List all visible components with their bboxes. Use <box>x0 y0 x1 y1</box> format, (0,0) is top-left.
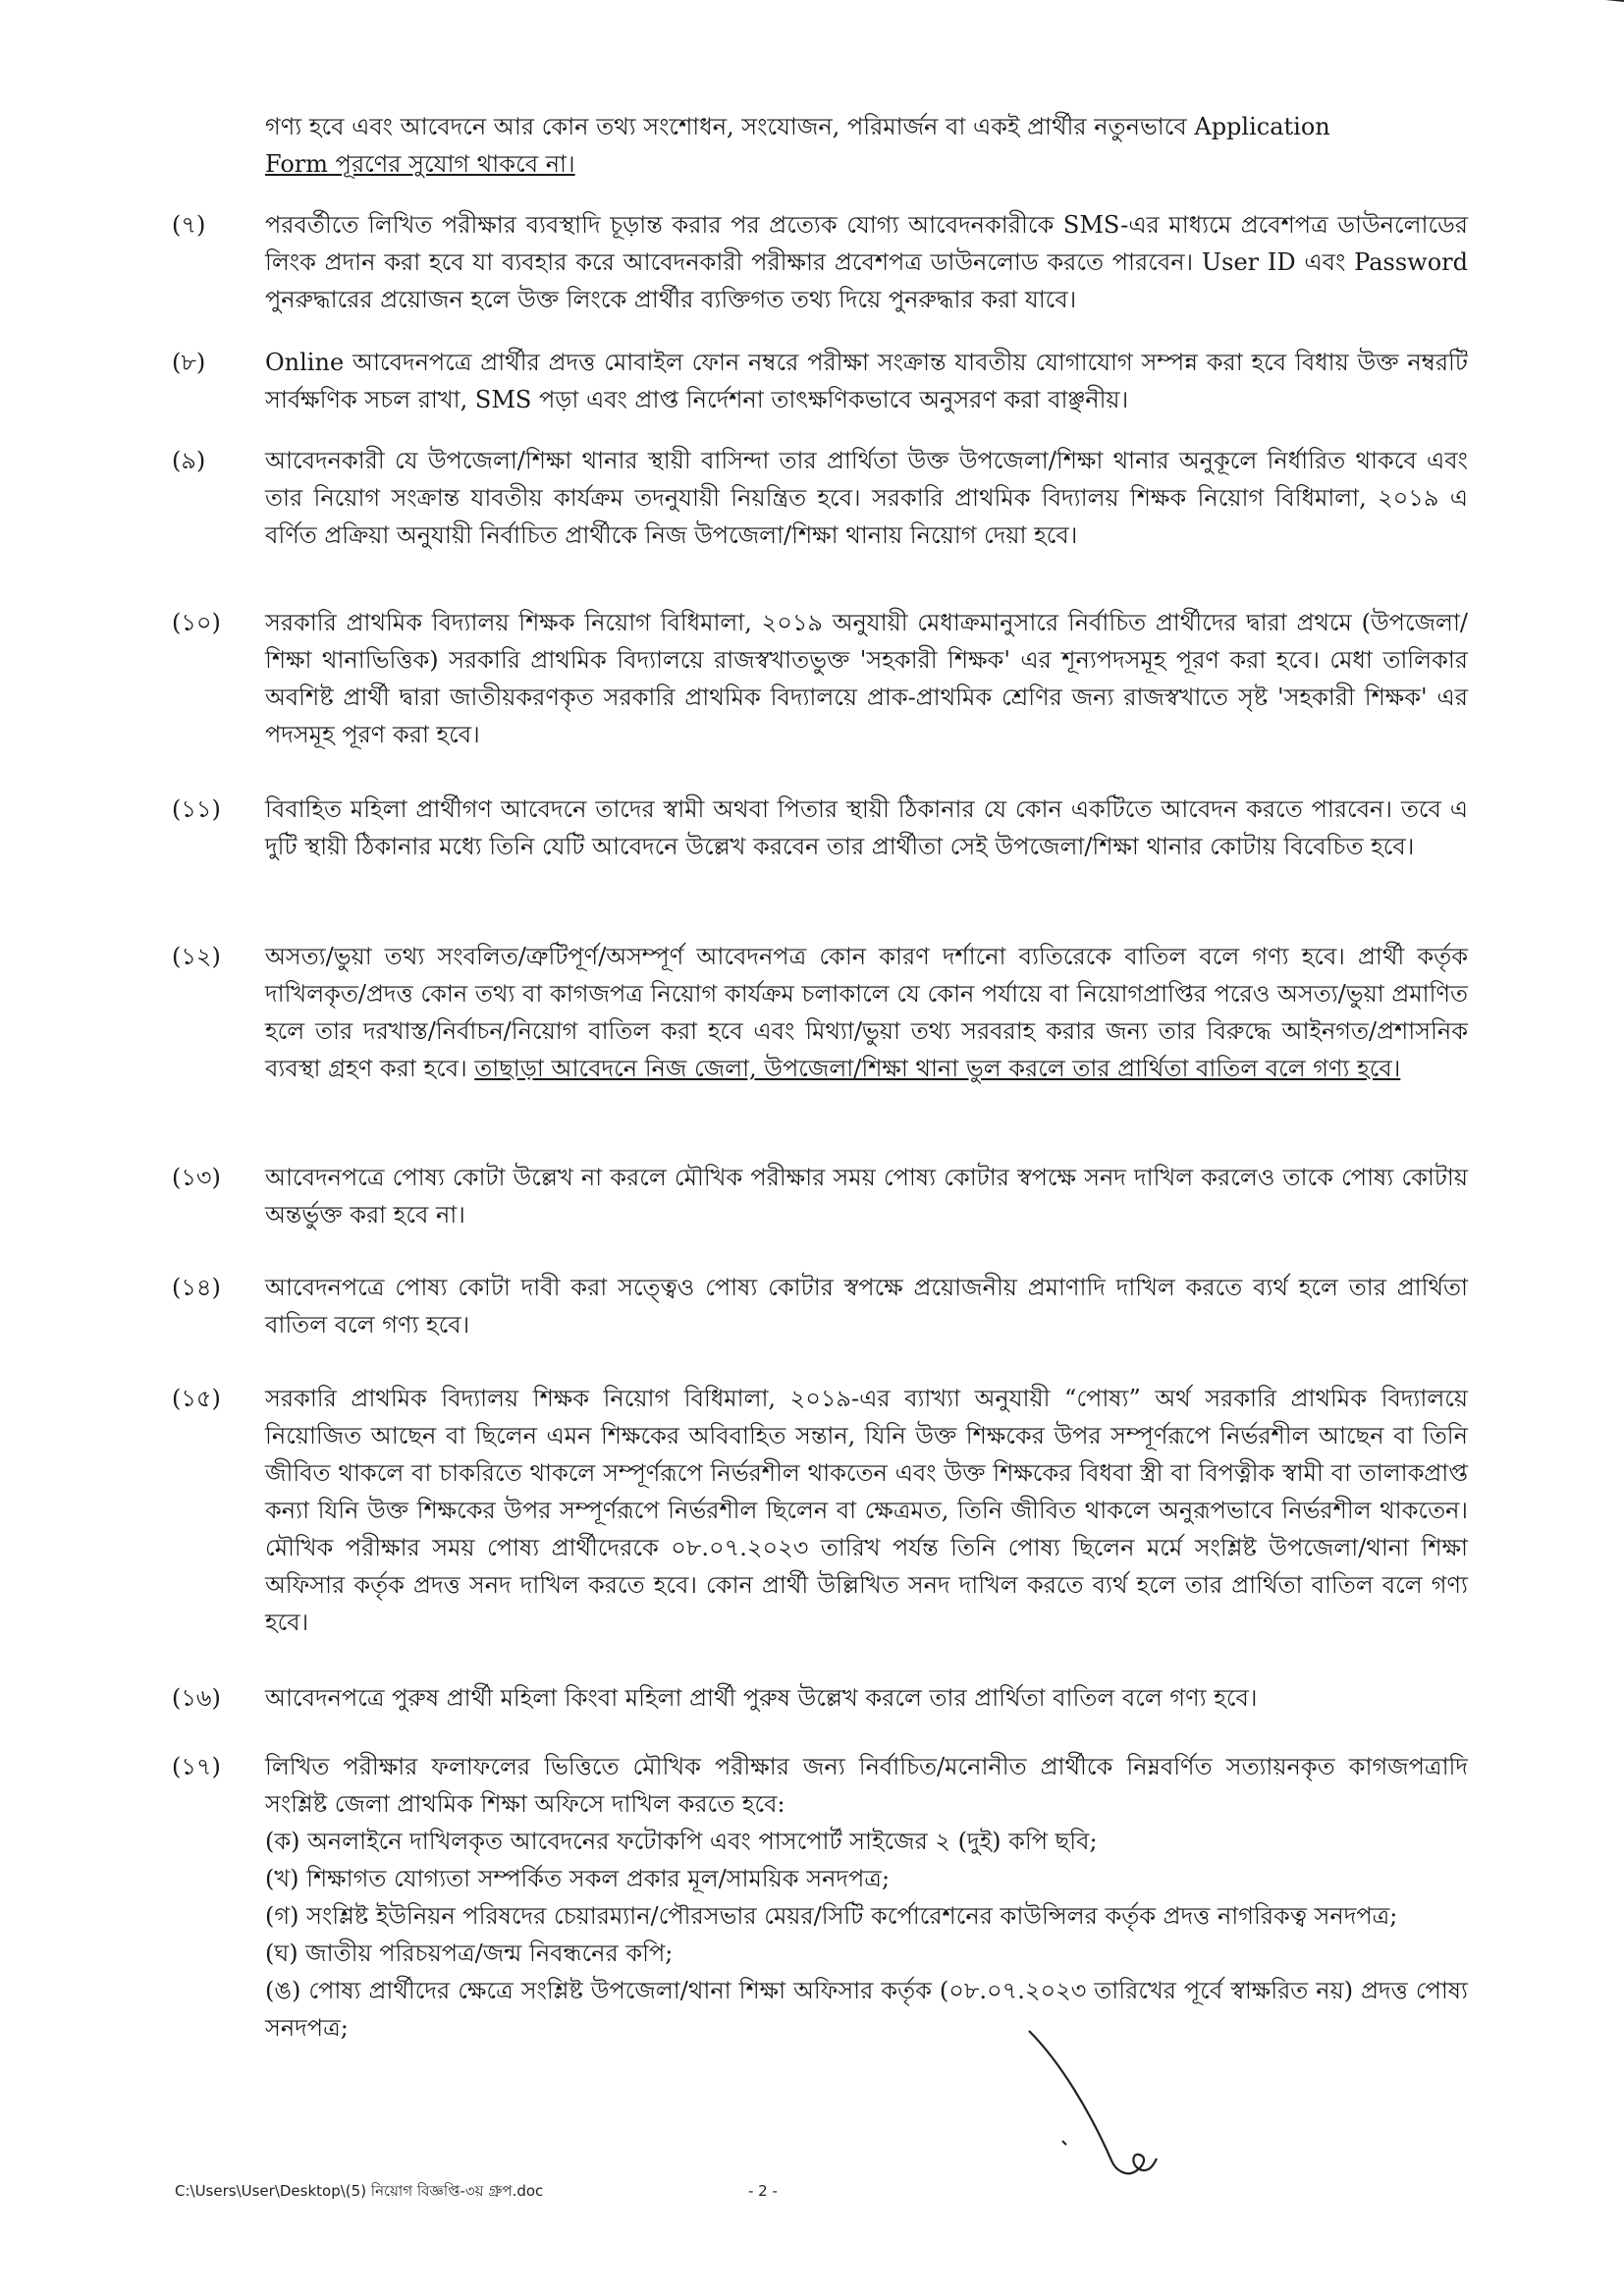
clause-text: বিবাহিত মহিলা প্রার্থীগণ আবেদনে তাদের স্বামী অথবা পিতার স্থায়ী ঠিকানার যে কোন একটিতে আবেদন করতে পারবেন। তবে এ দুটি স্থায়ী ঠিকানার মধ্যে তিনি যেটি আবেদনে উল্লেখ করবেন তার প্রার্থীতা সেই উপজেলা/শিক্ষা থানার কোটায় বিবেচিত হবে। <box>265 795 1469 860</box>
subitem-ga: (গ) সংশ্লিষ্ট ইউনিয়ন পরিষদের চেয়ারম্যান/পৌরসভার মেয়র/সিটি কর্পোরেশনের কাউন্সিলর কর্তৃক প্রদত্ত নাগরিকত্ব সনদপত্র; <box>265 1902 1398 1930</box>
clause-number: (১১) <box>172 795 221 823</box>
intro-line-a: গণ্য হবে এবং আবেদনে আর কোন তথ্য সংশোধন, সংযোজন, পরিমার্জন বা একই প্রার্থীর নতুনভাবে Application <box>265 113 1330 140</box>
clause-text: আবেদনপত্রে পোষ্য কোটা উল্লেখ না করলে মৌখিক পরীক্ষার সময় পোষ্য কোটার স্বপক্ষে সনদ দাখিল করলেও তাকে পোষ্য কোটায় অন্তর্ভুক্ত করা হবে না। <box>265 1164 1468 1229</box>
clause-number: (১৫) <box>172 1385 221 1412</box>
clause-17-lead: লিখিত পরীক্ষার ফলাফলের ভিত্তিতে মৌখিক পরীক্ষার জন্য নির্বাচিত/মনোনীত প্রার্থীকে নিম্নবর্ণিত সত্যায়নকৃত কাগজপত্রাদি সংশ্লিষ্ট জেলা প্রাথমিক শিক্ষা অফিসে দাখিল করতে হবে: <box>265 1753 1468 1818</box>
clause-number: (১৭) <box>172 1753 221 1780</box>
clause-10 <box>172 604 1468 753</box>
clause-number: (৮) <box>172 349 206 376</box>
clause-number: (১২) <box>172 943 221 970</box>
clause-12-main: অসত্য/ভুয়া তথ্য সংবলিত/ত্রুটিপূর্ণ/অসম্পূর্ণ আবেদনপত্র কোন কারণ দর্শানো ব্যতিরেকে বাতিল বলে গণ্য হবে। প্রার্থী কর্তৃক দাখিলকৃত/প্রদত্ত কোন তথ্য বা কাগজপত্র নিয়োগ কার্যক্রম চলাকালে যে কোন পর্যায়ে বা নিয়োগপ্রাপ্তির পরেও অসত্য/ভুয়া প্রমাণিত হলে তার দরখাস্ত/নির্বাচন/নিয়োগ বাতিল করা হবে এবং মিথ্যা/ভুয়া তথ্য সরবরাহ করার জন্য তার বিরুদ্ধে আইনগত/প্রশাসনিক ব্যবস্থা গ্রহণ করা হবে। <box>265 943 1468 1082</box>
clause-text: আবেদনপত্রে পোষ্য কোটা দাবী করা সত্ত্বেও পোষ্য কোটার স্বপক্ষে প্রয়োজনীয় প্রমাণাদি দাখিল করতে ব্যর্থ হলে তার প্রার্থিতা বাতিল বলে গণ্য হবে। <box>265 1274 1468 1339</box>
clause-number: (৯) <box>172 447 206 474</box>
subitem-ka: (ক) অনলাইনে দাখিলকৃত আবেদনের ফটোকপি এবং পাসপোর্ট সাইজের ২ (দুই) কপি ছবি; <box>265 1828 1098 1855</box>
clause-11 <box>172 791 1468 865</box>
subitem-gha: (ঘ) জাতীয় পরিচয়পত্র/জন্ম নিবন্ধনের কপি; <box>265 1940 674 1967</box>
clause-text <box>265 1748 1468 2047</box>
clause-text: পরবর্তীতে লিখিত পরীক্ষার ব্যবস্থাদি চূড়ান্ত করার পর প্রত্যেক যোগ্য আবেদনকারীকে SMS-এর মাধ্যমে প্রবেশপত্র ডাউনলোডের লিংক প্রদান করা হবে যা ব্যবহার করে আবেদনকারী পরীক্ষার প্রবেশপত্র ডাউনলোড করতে পারবেন। User ID এবং Password পুনরুদ্ধারের প্রয়োজন হলে উক্ত লিংকে প্রার্থীর ব্যক্তিগত তথ্য দিয়ে পুনরুদ্ধার করা যাবে। <box>265 211 1468 313</box>
clause-number: (১০) <box>172 609 221 636</box>
subitem-uma: (ঙ) পোষ্য প্রার্থীদের ক্ষেত্রে সংশ্লিষ্ট উপজেলা/থানা শিক্ষা অফিসার কর্তৃক (০৮.০৭.২০২৩ তারিখের পূর্বে স্বাক্ষরিত নয়) প্রদত্ত পোষ্য সনদপত্র; <box>265 1977 1468 2042</box>
corner-mark <box>1564 0 1624 10</box>
clause-12 <box>172 938 1468 1087</box>
subitem-kha: (খ) শিক্ষাগত যোগ্যতা সম্পর্কিত সকল প্রকার মূল/সাময়িক সনদপত্র; <box>265 1865 891 1892</box>
intro-line-b: Form পূরণের সুযোগ থাকবে না। <box>265 150 575 178</box>
intro-paragraph <box>265 108 1463 183</box>
clause-text: সরকারি প্রাথমিক বিদ্যালয় শিক্ষক নিয়োগ বিধিমালা, ২০১৯ অনুযায়ী মেধাক্রমানুসারে নির্বাচিত প্রার্থীদের দ্বারা প্রথমে (উপজেলা/শিক্ষা থানাভিত্তিক) সরকারি প্রাথমিক বিদ্যালয়ে রাজস্বখাতভুক্ত 'সহকারী শিক্ষক' এর শূন্যপদসমূহ পূরণ করা হবে। মেধা তালিকার অবশিষ্ট প্রার্থী দ্বারা জাতীয়করণকৃত সরকারি প্রাথমিক বিদ্যালয়ে প্রাক-প্রাথমিক শ্রেণির জন্য রাজস্বখাতে সৃষ্ট 'সহকারী শিক্ষক' এর পদসমূহ পূরণ করা হবে। <box>265 609 1468 748</box>
clause-text: আবেদনকারী যে উপজেলা/শিক্ষা থানার স্থায়ী বাসিন্দা তার প্রার্থিতা উক্ত উপজেলা/শিক্ষা থানার অনুকূলে নির্ধারিত থাকবে এবং তার নিয়োগ সংক্রান্ত যাবতীয় কার্যক্রম তদনুযায়ী নিয়ন্ত্রিত হবে। সরকারি প্রাথমিক বিদ্যালয় শিক্ষক নিয়োগ বিধিমালা, ২০১৯ এ বর্ণিত প্রক্রিয়া অনুযায়ী নির্বাচিত প্রার্থীকে নিজ উপজেলা/শিক্ষা থানায় নিয়োগ দেয়া হবে। <box>265 447 1468 549</box>
clause-16 <box>172 1679 1468 1717</box>
clause-7 <box>172 206 1468 318</box>
clause-9 <box>172 442 1468 554</box>
clause-14 <box>172 1269 1468 1343</box>
clause-17 <box>172 1748 1468 2047</box>
clause-8 <box>172 344 1468 418</box>
clause-number: (৭) <box>172 211 206 239</box>
footer-file-path: C:\Users\User\Desktop\(5) নিয়োগ বিজ্ঞপ্তি-৩য় গ্রুপ.doc <box>175 2182 544 2200</box>
clause-text: সরকারি প্রাথমিক বিদ্যালয় শিক্ষক নিয়োগ বিধিমালা, ২০১৯-এর ব্যাখ্যা অনুযায়ী “পোষ্য” অর্থ সরকারি প্রাথমিক বিদ্যালয়ে নিয়োজিত আছেন বা ছিলেন এমন শিক্ষকের অবিবাহিত সন্তান, যিনি উক্ত শিক্ষকের উপর সম্পূর্ণরূপে নির্ভরশীল আছেন বা তিনি জীবিত থাকলে বা চাকরিতে থাকলে সম্পূর্ণরূপে নির্ভরশীল থাকতেন এবং উক্ত শিক্ষকের বিধবা স্ত্রী বা বিপত্নীক স্বামী বা তালাকপ্রাপ্ত কন্যা যিনি উক্ত শিক্ষকের উপর সম্পূর্ণরূপে নির্ভরশীল ছিলেন বা ক্ষেত্রমত, তিনি জীবিত থাকলে অনুরূপভাবে নির্ভরশীল থাকতেন। মৌখিক পরীক্ষার সময় পোষ্য প্রার্থীদেরকে ০৮.০৭.২০২৩ তারিখ পর্যন্ত তিনি পোষ্য ছিলেন মর্মে সংশ্লিষ্ট উপজেলা/থানা শিক্ষা অফিসার কর্তৃক প্রদত্ত সনদ দাখিল করতে হবে। কোন প্রার্থী উল্লিখিত সনদ দাখিল করতে ব্যর্থ হলে তার প্রার্থিতা বাতিল বলে গণ্য হবে। <box>265 1385 1468 1636</box>
signature-mark <box>1021 2023 1159 2190</box>
clause-13 <box>172 1159 1468 1233</box>
clause-number: (১৬) <box>172 1684 221 1712</box>
clause-text: আবেদনপত্রে পুরুষ প্রার্থী মহিলা কিংবা মহিলা প্রার্থী পুরুষ উল্লেখ করলে তার প্রার্থিতা বাতিল বলে গণ্য হবে। <box>265 1684 1258 1712</box>
footer-page-number: - 2 - <box>748 2182 778 2200</box>
clause-text <box>265 938 1468 1087</box>
clause-15 <box>172 1380 1468 1641</box>
clause-text: Online আবেদনপত্রে প্রার্থীর প্রদত্ত মোবাইল ফোন নম্বরে পরীক্ষা সংক্রান্ত যাবতীয় যোগাযোগ সম্পন্ন করা হবে বিধায় উক্ত নম্বরটি সার্বক্ষণিক সচল রাখা, SMS পড়া এবং প্রাপ্ত নির্দেশনা তাৎক্ষণিকভাবে অনুসরণ করা বাঞ্ছনীয়। <box>265 349 1468 413</box>
clause-number: (১৪) <box>172 1274 221 1301</box>
clause-12-underlined: তাছাড়া আবেদনে নিজ জেলা, উপজেলা/শিক্ষা থানা ভুল করলে তার প্রার্থিতা বাতিল বলে গণ্য হবে। <box>474 1055 1401 1082</box>
clause-number: (১৩) <box>172 1164 221 1191</box>
